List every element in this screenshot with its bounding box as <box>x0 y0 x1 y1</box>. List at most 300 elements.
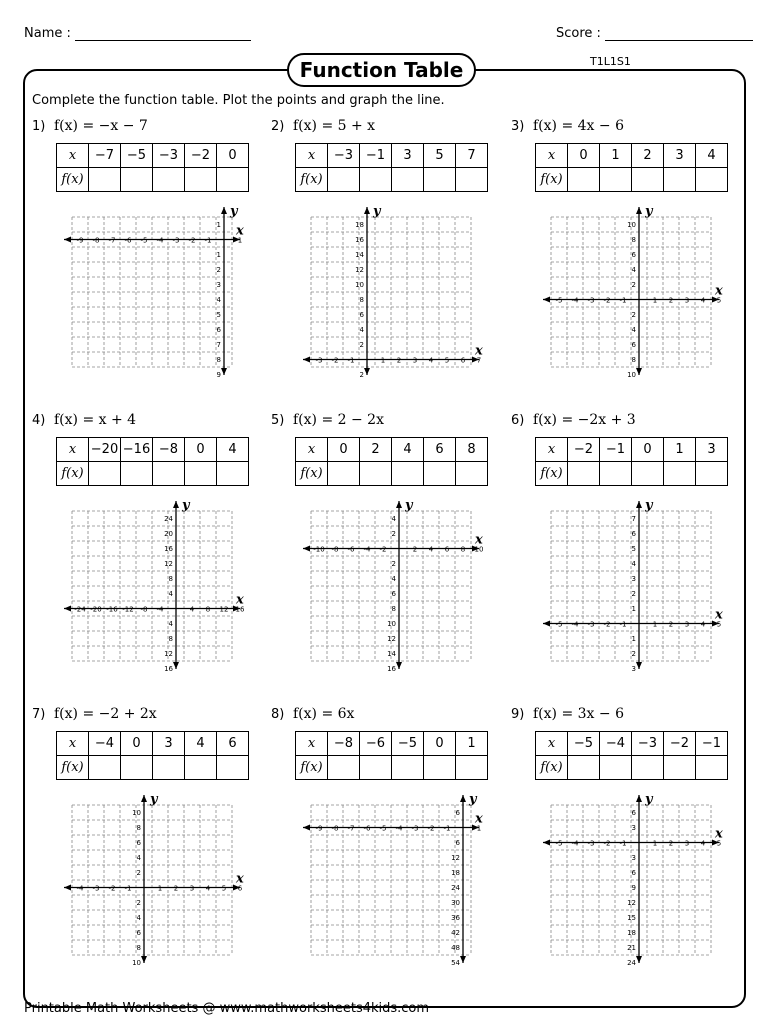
y-tick-label: 12 <box>164 560 173 568</box>
x-value-cell: 7 <box>456 144 488 168</box>
x-tick-label: 1 <box>652 839 658 848</box>
x-tick-label: -8 <box>331 545 339 554</box>
y-tick-label: 4 <box>216 296 221 304</box>
x-value-cell: −4 <box>89 732 121 756</box>
axis-arrow-left <box>543 840 550 846</box>
problem-number: 2) <box>271 119 285 134</box>
axis-arrow-left <box>64 606 71 612</box>
y-tick-label: 54 <box>451 959 460 967</box>
x-tick-label: -16 <box>106 605 118 614</box>
x-tick-label: -6 <box>363 824 371 833</box>
x-row-header: x <box>536 732 568 756</box>
axis-arrow-down <box>364 368 370 375</box>
y-axis-label: y <box>405 498 413 513</box>
problem-number: 1) <box>32 119 46 134</box>
coordinate-grid[interactable] <box>511 706 751 976</box>
x-tick-label: -24 <box>74 605 86 614</box>
function-rule: f(x) = 3x − 6 <box>533 706 624 722</box>
x-value-cell: 1 <box>456 732 488 756</box>
axis-arrow-up <box>636 795 642 802</box>
y-tick-label: 24 <box>451 884 460 892</box>
axis-arrow-down <box>636 956 642 963</box>
y-tick-label: 20 <box>164 530 173 538</box>
x-tick-label: 3 <box>684 839 690 848</box>
x-value-cell: −3 <box>328 144 360 168</box>
y-tick-label: 2 <box>631 590 636 598</box>
problem-6 <box>511 412 751 682</box>
y-tick-label: 14 <box>355 251 364 259</box>
x-row-header: x <box>536 438 568 462</box>
y-axis-label: y <box>645 498 653 513</box>
x-tick-label: -7 <box>347 824 355 833</box>
y-tick-label: 6 <box>136 929 141 937</box>
y-tick-label: 2 <box>136 899 141 907</box>
x-value-cell: 4 <box>185 732 217 756</box>
axis-arrow-up <box>636 501 642 508</box>
problem-number: 4) <box>32 413 46 428</box>
y-tick-label: 8 <box>359 296 364 304</box>
function-rule: f(x) = x + 4 <box>54 412 137 428</box>
axis-arrow-left <box>64 237 71 243</box>
x-row-header: x <box>536 144 568 168</box>
page-title: Function Table <box>287 53 476 87</box>
x-tick-label: -1 <box>619 620 627 629</box>
y-tick-label: 6 <box>455 809 460 817</box>
x-tick-label: -2 <box>331 356 339 365</box>
x-tick-label: -5 <box>379 824 387 833</box>
score-field[interactable] <box>556 26 753 41</box>
x-tick-label: -4 <box>571 296 579 305</box>
x-tick-label: 1 <box>380 356 386 365</box>
x-tick-label: -8 <box>331 824 339 833</box>
y-tick-label: 7 <box>216 341 221 349</box>
x-value-cell: 4 <box>696 144 728 168</box>
axis-arrow-up <box>173 501 179 508</box>
y-tick-label: 16 <box>164 665 173 673</box>
x-tick-label: 3 <box>412 356 418 365</box>
x-tick-label: 7 <box>476 356 482 365</box>
x-tick-label: -6 <box>124 236 132 245</box>
x-value-cell: 5 <box>424 144 456 168</box>
x-tick-label: 4 <box>700 620 706 629</box>
problem-2 <box>271 118 511 388</box>
y-axis-label: y <box>469 792 477 807</box>
x-tick-label: -3 <box>411 824 419 833</box>
coordinate-grid[interactable] <box>32 706 272 976</box>
x-tick-label: -2 <box>603 620 611 629</box>
x-axis-label: x <box>475 532 483 548</box>
problem-3 <box>511 118 751 388</box>
x-tick-label: -8 <box>92 236 100 245</box>
y-tick-label: 12 <box>451 854 460 862</box>
function-rule: f(x) = −2 + 2x <box>54 706 157 722</box>
x-tick-label: -1 <box>619 839 627 848</box>
x-tick-label: -4 <box>76 884 84 893</box>
coordinate-grid[interactable] <box>511 118 751 388</box>
y-tick-label: 6 <box>631 869 636 877</box>
fx-row-header: f(x) <box>57 462 89 486</box>
x-tick-label: -2 <box>108 884 116 893</box>
coordinate-grid[interactable] <box>271 118 511 388</box>
x-value-cell: 3 <box>696 438 728 462</box>
x-value-cell: −8 <box>153 438 185 462</box>
axis-arrow-up <box>636 207 642 214</box>
x-value-cell: 2 <box>360 438 392 462</box>
x-row-header: x <box>296 144 328 168</box>
y-tick-label: 8 <box>168 635 173 643</box>
coordinate-grid[interactable] <box>32 412 272 682</box>
x-tick-label: 3 <box>189 884 195 893</box>
x-value-cell: −1 <box>696 732 728 756</box>
axis-arrow-up <box>460 795 466 802</box>
problem-5 <box>271 412 511 682</box>
y-tick-label: 8 <box>136 944 141 952</box>
y-tick-label: 2 <box>359 371 364 379</box>
x-tick-label: -4 <box>395 824 403 833</box>
y-tick-label: 4 <box>391 515 396 523</box>
footer: Printable Math Worksheets @ www.mathworksheets4kids.com <box>24 1001 430 1016</box>
x-tick-label: 5 <box>716 620 722 629</box>
axis-arrow-down <box>221 368 227 375</box>
y-axis-label: y <box>230 204 238 219</box>
y-tick-label: 24 <box>164 515 173 523</box>
fx-row-header: f(x) <box>296 462 328 486</box>
fx-row-header: f(x) <box>57 756 89 780</box>
x-row-header: x <box>57 732 89 756</box>
name-line[interactable] <box>75 28 251 41</box>
axis-arrow-up <box>364 207 370 214</box>
y-tick-label: 1 <box>216 221 221 229</box>
y-tick-label: 5 <box>216 311 221 319</box>
function-rule: f(x) = 4x − 6 <box>533 118 624 134</box>
x-value-cell: −1 <box>600 438 632 462</box>
y-tick-label: 8 <box>631 236 636 244</box>
problem-4 <box>32 412 272 682</box>
x-axis-label: x <box>715 283 723 299</box>
y-tick-label: 8 <box>631 356 636 364</box>
y-axis-label: y <box>645 204 653 219</box>
x-axis-label: x <box>715 607 723 623</box>
y-tick-label: 10 <box>355 281 364 289</box>
x-value-cell: −3 <box>153 144 185 168</box>
x-value-cell: −20 <box>89 438 121 462</box>
x-tick-label: -5 <box>140 236 148 245</box>
y-tick-label: 3 <box>631 854 636 862</box>
x-tick-label: 2 <box>668 839 674 848</box>
x-value-cell: 3 <box>392 144 424 168</box>
x-tick-label: -9 <box>315 824 323 833</box>
y-tick-label: 9 <box>631 884 636 892</box>
x-row-header: x <box>57 144 89 168</box>
y-tick-label: 2 <box>631 650 636 658</box>
x-tick-label: 4 <box>189 605 195 614</box>
y-tick-label: 10 <box>627 371 636 379</box>
x-tick-label: -4 <box>156 605 164 614</box>
y-tick-label: 16 <box>164 545 173 553</box>
x-tick-label: 1 <box>652 296 658 305</box>
x-tick-label: 4 <box>700 296 706 305</box>
x-tick-label: -3 <box>587 296 595 305</box>
worksheet-code: T1L1S1 <box>590 55 631 68</box>
x-tick-label: -1 <box>204 236 212 245</box>
function-rule: f(x) = −2x + 3 <box>533 412 636 428</box>
x-value-cell: −16 <box>121 438 153 462</box>
problem-number: 8) <box>271 707 285 722</box>
y-tick-label: 12 <box>387 635 396 643</box>
function-rule: f(x) = 5 + x <box>293 118 376 134</box>
axis-arrow-left <box>543 297 550 303</box>
y-axis-label: y <box>182 498 190 513</box>
x-tick-label: 4 <box>428 545 434 554</box>
x-axis-label: x <box>475 811 483 827</box>
y-tick-label: 16 <box>355 236 364 244</box>
x-tick-label: -1 <box>443 824 451 833</box>
x-tick-label: -4 <box>571 620 579 629</box>
y-axis-label: y <box>645 792 653 807</box>
y-axis-label: y <box>373 204 381 219</box>
axis-arrow-left <box>303 825 310 831</box>
y-tick-label: 6 <box>455 839 460 847</box>
x-tick-label: 6 <box>237 884 243 893</box>
y-tick-label: 15 <box>627 914 636 922</box>
axis-arrow-left <box>64 885 71 891</box>
y-tick-label: 12 <box>627 899 636 907</box>
x-tick-label: -9 <box>76 236 84 245</box>
axis-arrow-up <box>221 207 227 214</box>
x-value-cell: −3 <box>632 732 664 756</box>
y-tick-label: 4 <box>136 914 141 922</box>
x-tick-label: 6 <box>460 356 466 365</box>
function-rule: f(x) = 6x <box>293 706 355 722</box>
y-tick-label: 18 <box>451 869 460 877</box>
y-tick-label: 18 <box>627 929 636 937</box>
fx-row-header: f(x) <box>296 756 328 780</box>
x-tick-label: -1 <box>347 356 355 365</box>
y-tick-label: 30 <box>451 899 460 907</box>
name-field[interactable] <box>24 26 251 41</box>
x-axis-label: x <box>236 871 244 887</box>
y-tick-label: 8 <box>216 356 221 364</box>
x-tick-label: 5 <box>444 356 450 365</box>
y-tick-label: 4 <box>168 620 173 628</box>
fx-row-header: f(x) <box>536 168 568 192</box>
x-tick-label: 1 <box>237 236 243 245</box>
x-tick-label: 5 <box>716 296 722 305</box>
x-tick-label: 4 <box>428 356 434 365</box>
axis-arrow-up <box>396 501 402 508</box>
y-tick-label: 10 <box>387 620 396 628</box>
y-tick-label: 7 <box>631 515 636 523</box>
x-value-cell: 0 <box>121 732 153 756</box>
x-tick-label: -8 <box>140 605 148 614</box>
y-tick-label: 2 <box>216 266 221 274</box>
x-tick-label: -1 <box>124 884 132 893</box>
y-tick-label: 6 <box>631 341 636 349</box>
x-axis-label: x <box>236 592 244 608</box>
y-tick-label: 10 <box>627 221 636 229</box>
problem-number: 3) <box>511 119 525 134</box>
x-value-cell: −2 <box>664 732 696 756</box>
x-tick-label: 12 <box>219 605 229 614</box>
x-tick-label: 2 <box>396 356 402 365</box>
x-value-cell: −5 <box>568 732 600 756</box>
x-tick-label: 8 <box>460 545 466 554</box>
x-value-cell: 8 <box>456 438 488 462</box>
coordinate-grid[interactable] <box>271 412 511 682</box>
axis-arrow-down <box>173 662 179 669</box>
fx-row-header: f(x) <box>536 756 568 780</box>
x-row-header: x <box>296 732 328 756</box>
problem-1 <box>32 118 272 388</box>
y-tick-label: 3 <box>631 665 636 673</box>
x-value-cell: −8 <box>328 732 360 756</box>
x-value-cell: 1 <box>600 144 632 168</box>
name-label: Name : <box>24 26 71 41</box>
axis-arrow-down <box>636 368 642 375</box>
x-value-cell: 1 <box>664 438 696 462</box>
fx-row-header: f(x) <box>57 168 89 192</box>
x-tick-label: -10 <box>313 545 325 554</box>
x-tick-label: 3 <box>684 296 690 305</box>
y-tick-label: 9 <box>216 371 221 379</box>
x-value-cell: −5 <box>121 144 153 168</box>
problem-9 <box>511 706 751 976</box>
x-tick-label: 1 <box>652 620 658 629</box>
y-tick-label: 1 <box>631 635 636 643</box>
x-value-cell: 3 <box>664 144 696 168</box>
y-tick-label: 3 <box>631 824 636 832</box>
y-tick-label: 4 <box>631 326 636 334</box>
x-value-cell: −6 <box>360 732 392 756</box>
score-line[interactable] <box>605 28 753 41</box>
x-tick-label: -2 <box>603 839 611 848</box>
y-tick-label: 1 <box>216 251 221 259</box>
x-tick-label: 4 <box>205 884 211 893</box>
problem-number: 7) <box>32 707 46 722</box>
x-tick-label: 1 <box>476 824 482 833</box>
x-value-cell: 0 <box>217 144 249 168</box>
y-tick-label: 6 <box>136 839 141 847</box>
y-tick-label: 4 <box>168 590 173 598</box>
problem-8 <box>271 706 511 976</box>
x-row-header: x <box>296 438 328 462</box>
y-tick-label: 12 <box>355 266 364 274</box>
x-tick-label: 2 <box>668 296 674 305</box>
x-tick-label: 5 <box>221 884 227 893</box>
x-tick-label: -7 <box>108 236 116 245</box>
y-tick-label: 10 <box>132 959 141 967</box>
x-tick-label: -5 <box>555 296 563 305</box>
x-tick-label: -5 <box>555 620 563 629</box>
x-value-cell: 0 <box>632 438 664 462</box>
coordinate-grid[interactable] <box>32 118 272 388</box>
y-tick-label: 4 <box>136 854 141 862</box>
y-tick-label: 1 <box>631 605 636 613</box>
y-tick-label: 5 <box>631 545 636 553</box>
axis-arrow-up <box>141 795 147 802</box>
x-axis-label: x <box>475 343 483 359</box>
x-value-cell: 3 <box>153 732 185 756</box>
y-tick-label: 6 <box>631 251 636 259</box>
x-value-cell: 4 <box>217 438 249 462</box>
x-tick-label: 6 <box>444 545 450 554</box>
x-tick-label: -3 <box>92 884 100 893</box>
x-value-cell: −1 <box>360 144 392 168</box>
x-tick-label: 3 <box>684 620 690 629</box>
problem-number: 5) <box>271 413 285 428</box>
x-value-cell: 6 <box>217 732 249 756</box>
x-tick-label: 4 <box>700 839 706 848</box>
x-value-cell: −2 <box>568 438 600 462</box>
y-tick-label: 16 <box>387 665 396 673</box>
x-value-cell: 0 <box>568 144 600 168</box>
x-tick-label: -1 <box>619 296 627 305</box>
y-tick-label: 6 <box>631 809 636 817</box>
y-tick-label: 6 <box>631 530 636 538</box>
fx-row-header: f(x) <box>296 168 328 192</box>
y-tick-label: 8 <box>391 605 396 613</box>
x-tick-label: -5 <box>555 839 563 848</box>
x-value-cell: 0 <box>185 438 217 462</box>
instructions: Complete the function table. Plot the points and graph the line. <box>32 93 445 108</box>
x-tick-label: 10 <box>474 545 484 554</box>
x-tick-label: -20 <box>90 605 102 614</box>
x-value-cell: 6 <box>424 438 456 462</box>
problem-7 <box>32 706 272 976</box>
y-tick-label: 36 <box>451 914 460 922</box>
axis-arrow-down <box>460 956 466 963</box>
x-tick-label: -4 <box>571 839 579 848</box>
x-value-cell: −4 <box>600 732 632 756</box>
x-axis-label: x <box>715 826 723 842</box>
x-tick-label: 1 <box>157 884 163 893</box>
x-tick-label: 16 <box>235 605 245 614</box>
function-rule: f(x) = 2 − 2x <box>293 412 384 428</box>
x-value-cell: 0 <box>424 732 456 756</box>
axis-arrow-left <box>543 621 550 627</box>
x-tick-label: 2 <box>668 620 674 629</box>
y-tick-label: 4 <box>391 575 396 583</box>
score-label: Score : <box>556 26 601 41</box>
y-tick-label: 12 <box>164 650 173 658</box>
y-tick-label: 4 <box>631 266 636 274</box>
problem-number: 6) <box>511 413 525 428</box>
x-value-cell: 0 <box>328 438 360 462</box>
y-tick-label: 48 <box>451 944 460 952</box>
y-tick-label: 2 <box>391 530 396 538</box>
x-tick-label: -2 <box>603 296 611 305</box>
axis-arrow-down <box>141 956 147 963</box>
coordinate-grid[interactable] <box>271 706 511 976</box>
problem-number: 9) <box>511 707 525 722</box>
x-tick-label: -3 <box>587 620 595 629</box>
x-tick-label: -2 <box>379 545 387 554</box>
x-value-cell: −2 <box>185 144 217 168</box>
y-tick-label: 8 <box>136 824 141 832</box>
coordinate-grid[interactable] <box>511 412 751 682</box>
y-tick-label: 6 <box>216 326 221 334</box>
y-tick-label: 21 <box>627 944 636 952</box>
y-tick-label: 3 <box>631 575 636 583</box>
y-tick-label: 2 <box>359 341 364 349</box>
y-tick-label: 24 <box>627 959 636 967</box>
x-value-cell: 2 <box>632 144 664 168</box>
x-value-cell: 4 <box>392 438 424 462</box>
x-tick-label: -12 <box>122 605 134 614</box>
x-tick-label: -4 <box>363 545 371 554</box>
x-tick-label: -2 <box>427 824 435 833</box>
y-tick-label: 3 <box>216 281 221 289</box>
